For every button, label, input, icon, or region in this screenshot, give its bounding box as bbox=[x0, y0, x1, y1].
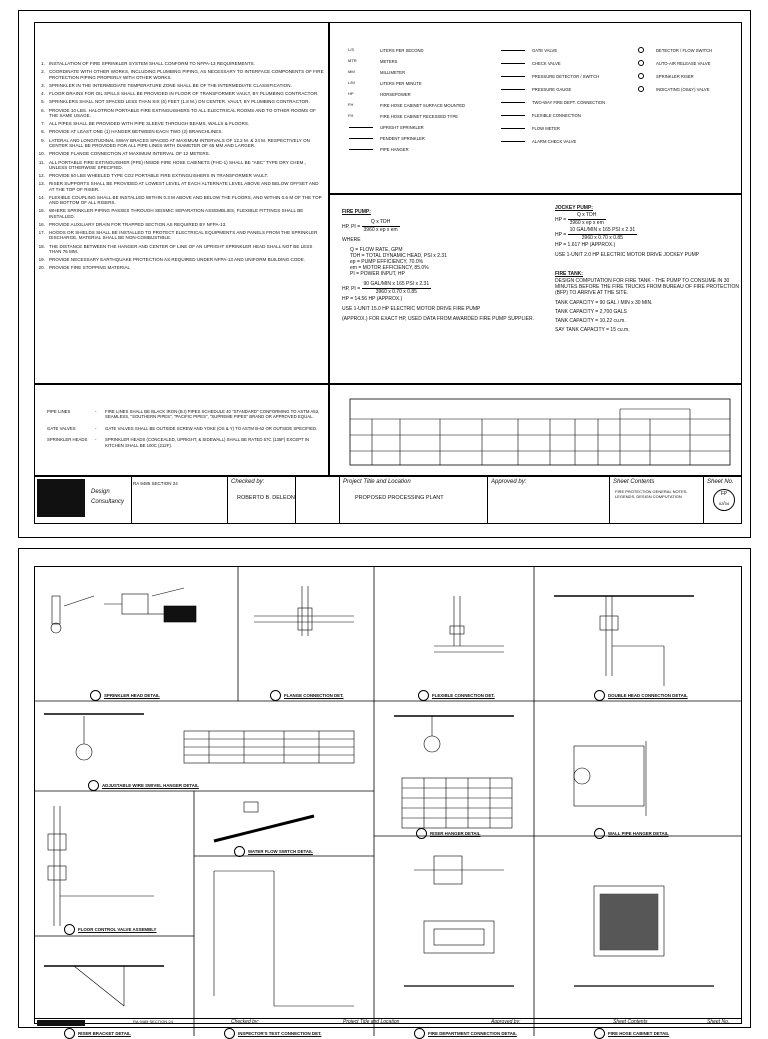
fire-pump-calc-num: 90 GAL/MIN x 165 PSI x 2.31 bbox=[363, 281, 430, 287]
valve-symbol-line bbox=[501, 76, 525, 77]
title-block bbox=[34, 476, 742, 524]
general-note-item bbox=[37, 151, 324, 156]
fire-tank-description: DESIGN COMPUTATION FOR FIRE TANK - THE PUMP TO CONSUME IN 30 MINUTES BEFORE THE FIRE TRUCKS FROM BUREAU OF FIRE PROTECTION (BFP) TO ARRIVE AT THE SITE. bbox=[555, 278, 739, 296]
general-note-number: 9. bbox=[41, 137, 45, 143]
detail-title bbox=[594, 690, 688, 701]
legend-symbol bbox=[346, 113, 376, 119]
general-note-text: HOODS OR SHIELDS SHALL BE INSTALLED TO PROTECT ELECTRICAL EQUIPMENTS AND PANELS FROM THE SPRINKLER DISCHARGE, MATERIAL SHALL BE NON-COMBUSTIBLE. bbox=[49, 230, 318, 241]
material-spec-text: FIRE LINES SHALL BE BLACK IRON (B.I) PIPES SCHEDULE 40 "STANDARD" CONFORMING TO ASTM A53, SEAMLESS, "SOUTHERN PIPES", "PACIFIC PIPES", "SUPREME PIPES" BRAND OR APPROVED EQUAL. bbox=[105, 409, 320, 420]
fire-pump-calculation bbox=[362, 281, 432, 296]
general-note-text: RISER SUPPORTS SHALL BE PROVIDED AT LOWEST LEVEL AT EACH ALTERNATE LEVEL ABOVE AND BELOW OFFSET AND AT THE TOP OF RISER. bbox=[49, 181, 319, 192]
general-notes-list bbox=[37, 61, 324, 274]
general-note-number: 4. bbox=[41, 91, 45, 97]
general-note-item bbox=[37, 257, 324, 262]
detail-title-text: DOUBLE HEAD CONNECTION DETAIL bbox=[608, 693, 688, 698]
legend-valve-item bbox=[498, 99, 605, 105]
sheet-number: 02 bbox=[718, 501, 724, 506]
detail-title bbox=[416, 828, 480, 839]
fire-pump-definition: TDH = TOTAL DYNAMIC HEAD, PSI x 2.31 bbox=[350, 253, 447, 259]
detail-number-bubble bbox=[594, 828, 605, 839]
general-note-number: 19. bbox=[38, 257, 45, 263]
valve-symbol-line bbox=[501, 89, 525, 90]
contents-label: Sheet Contents bbox=[613, 479, 655, 485]
general-note-number: 7. bbox=[41, 121, 45, 127]
legend-abbr: MM bbox=[348, 69, 355, 74]
fire-pump-formula bbox=[362, 219, 400, 234]
valve-symbol-line bbox=[501, 63, 525, 64]
sheet-total: 04 bbox=[724, 501, 730, 506]
valve-symbol-line bbox=[501, 128, 525, 129]
general-note-text: PROVIDE FLANGE CONNECTION AT MAXIMUM INTERVAL OF 12 METERS. bbox=[49, 151, 210, 157]
divider-6 bbox=[609, 477, 610, 523]
detail-title bbox=[594, 1028, 669, 1039]
device-symbol-mark bbox=[638, 60, 644, 66]
general-note-number: 18. bbox=[38, 243, 45, 249]
legend-valve-item bbox=[498, 73, 599, 79]
detail-title-text: FLOOR CONTROL VALVE ASSEMBLY bbox=[78, 927, 157, 932]
general-note-item bbox=[37, 91, 324, 96]
tb2-logo bbox=[37, 1020, 85, 1026]
materials-list bbox=[47, 409, 324, 454]
general-note-number: 12. bbox=[38, 173, 45, 179]
legend-valve-item bbox=[498, 112, 581, 118]
schedule-table bbox=[350, 399, 730, 465]
detail-title-text: ADJUSTABLE WIRE SWIVEL HANGER DETAIL bbox=[102, 783, 199, 788]
general-note-text: PROVIDE NECESSARY EARTHQUAKE PROTECTION AS REQUIRED UNDER NFPA-13 AND UNIFORM BUILDING CODE. bbox=[49, 257, 306, 263]
device-symbol-mark bbox=[638, 47, 644, 53]
general-note-number: 1. bbox=[41, 61, 45, 66]
general-note-number: 5. bbox=[41, 99, 45, 105]
valve-symbol-icon bbox=[498, 99, 528, 105]
legend-symbol bbox=[346, 135, 376, 141]
code-label: RA 9485 SECTION 24 bbox=[133, 481, 178, 486]
materials-panel bbox=[34, 384, 329, 476]
legend-device-item bbox=[630, 60, 710, 66]
general-note-text: PROVIDE 50 LBS WHEELED TYPE CO2 PORTABLE FIRE EXTINGUISHERS IN TRANSFORMER VAULT. bbox=[49, 173, 269, 179]
legend-abbr: MTR bbox=[348, 58, 357, 63]
fire-pump-hp-label: HP, PI = bbox=[342, 223, 361, 230]
general-note-text: FLEXIBLE COUPLING SHALL BE INSTALLED WITHIN 0.3 M ABOVE AND BELOW THE FLOORS, AND WITHIN 0.6 M OF THE TOP AND BOTTOM OF ALL RISERS. bbox=[49, 194, 322, 206]
fire-pump-heading: FIRE PUMP: bbox=[342, 209, 371, 215]
general-note-number: 15. bbox=[38, 208, 45, 214]
general-note-number: 10. bbox=[38, 151, 45, 157]
tb2-code: RA 9485 SECTION 24 bbox=[133, 1019, 173, 1024]
legend-abbr-text: UPRIGHT SPRINKLER bbox=[380, 124, 424, 130]
legend-valve-item bbox=[498, 60, 561, 66]
general-note-text: INSTALLATION OF FIRE SPRINKLER SYSTEM SHALL CONFORM TO NFPA-13 REQUIREMENTS. bbox=[49, 61, 256, 66]
general-note-text: THE DISTANCE BETWEEN THE HANGER AND CENTER OF LINE OF AN UPRIGHT SPRINKLER HEAD SHALL NOT BE LESS THAN 76 MM. bbox=[49, 243, 313, 254]
tb2-approved: Approved by: bbox=[491, 1019, 521, 1025]
legend-line-symbol bbox=[349, 127, 373, 128]
valve-symbol-icon bbox=[498, 125, 528, 131]
device-symbol-icon bbox=[630, 73, 652, 79]
general-note-item bbox=[37, 108, 324, 118]
detail-title bbox=[88, 780, 199, 791]
engineer-name: ROBERTO B. DELEON bbox=[237, 495, 295, 501]
detail-number-bubble bbox=[90, 690, 101, 701]
legend-line-symbol bbox=[349, 138, 373, 139]
general-note-item bbox=[37, 61, 324, 66]
jockey-pump-block bbox=[555, 205, 740, 335]
fire-pump-block bbox=[342, 209, 537, 322]
legend-valve-text: ALARM CHECK VALVE bbox=[532, 138, 577, 144]
legend-abbr: FH bbox=[348, 113, 354, 118]
legend-symbol bbox=[346, 47, 376, 53]
approved-label: Approved by: bbox=[491, 479, 527, 485]
general-note-text: ALL PORTABLE FIRE EXTINGUISHER (PFE) INSIDE FIRE HOSE CABINETS (FHC-1) SHALL BE "ABC" TYPE DRY CHEM., UNLESS OTHERWISE SPECIFIED. bbox=[49, 159, 307, 170]
general-note-number: 17. bbox=[38, 230, 45, 236]
detail-title bbox=[414, 1028, 517, 1039]
device-symbol-icon bbox=[630, 86, 652, 92]
jockey-result: HP = 1.617 HP (APPROX.) bbox=[555, 242, 616, 248]
legend-abbr-text: HORSEPOWER bbox=[380, 91, 411, 97]
general-note-text: PROVIDE 10 LBS. HALOTRON PORTABLE FIRE EXTINGUISHERS TO ALL ELECTRICAL ROOMS AND TO OTHER ROOMS OF THE SAME USAGE. bbox=[49, 107, 316, 118]
detail-title bbox=[594, 828, 669, 839]
detail-title bbox=[224, 1028, 321, 1039]
fire-pump-result: HP = 14.56 HP (APPROX.) bbox=[342, 296, 403, 302]
fire-tank-lines bbox=[555, 299, 740, 335]
fire-pump-formula-den: 3960 x ep x em bbox=[363, 227, 398, 233]
detail-number-bubble bbox=[270, 690, 281, 701]
fire-pump-where: WHERE bbox=[342, 237, 361, 243]
device-symbol-icon bbox=[630, 47, 652, 53]
firm-name-line1: Design bbox=[91, 489, 110, 495]
legend-valve-text: GATE VALVE bbox=[532, 47, 558, 53]
jockey-formula-num: Q x TDH bbox=[568, 212, 606, 220]
jockey-calculation bbox=[568, 227, 638, 242]
detail-number-bubble bbox=[234, 846, 245, 857]
legend-abbr-text: MILLIMETER bbox=[380, 69, 406, 75]
legend-valve-item bbox=[498, 47, 557, 53]
firm-logo bbox=[37, 479, 85, 517]
general-note-text: SPRINKLERS SHALL NOT SPACED LESS THAN SIX (6) FEET (1.8 M.) ON CENTER. VAULT, BY PLUMBING CONTRACTOR. bbox=[49, 99, 310, 105]
general-note-item bbox=[37, 69, 324, 79]
material-spec-dash: - bbox=[95, 409, 97, 414]
detail-title bbox=[64, 1028, 131, 1039]
valve-symbol-icon bbox=[498, 47, 528, 53]
valve-symbol-line bbox=[501, 115, 525, 116]
legend-abbr-item bbox=[346, 69, 405, 75]
general-note-number: 6. bbox=[41, 107, 45, 113]
fire-pump-calc-den: 3960 x 0.70 x 0.85 bbox=[375, 289, 417, 295]
jockey-calc-num: 10 GAL/MIN x 165 PSI x 2.31 bbox=[569, 227, 636, 233]
legend-abbr-item bbox=[346, 113, 458, 119]
legend-abbr-item bbox=[346, 47, 424, 53]
general-note-item bbox=[37, 195, 324, 205]
general-note-number: 8. bbox=[41, 129, 45, 135]
legend-abbr-text: FIRE HOSE CABINET RECESSED TYPE bbox=[380, 113, 459, 119]
detail-title-text: INSPECTOR'S TEST CONNECTION DET. bbox=[238, 1031, 322, 1036]
valve-symbol-icon bbox=[498, 112, 528, 118]
sheet-no-label: Sheet No. bbox=[707, 479, 734, 485]
valve-symbol-line bbox=[501, 102, 525, 103]
computation-panel bbox=[329, 194, 742, 384]
device-symbol-mark bbox=[638, 86, 644, 92]
legend-abbr-item bbox=[346, 146, 409, 152]
legend-device-text: AUTO-AIR RELEASE VALVE bbox=[656, 60, 711, 66]
sheet-1 bbox=[18, 10, 751, 538]
detail-title bbox=[64, 924, 156, 935]
general-note-item bbox=[37, 244, 324, 254]
general-note-item bbox=[37, 83, 324, 88]
general-note-item bbox=[37, 181, 324, 191]
detail-title-text: FIRE HOSE CABINET DETAIL bbox=[608, 1031, 670, 1036]
detail-title-text: RISER BRACKET DETAIL bbox=[78, 1031, 131, 1036]
general-note-item bbox=[37, 129, 324, 134]
fire-pump-use: USE 1-UNIT 15.0 HP ELECTRIC MOTOR DRIVE FIRE PUMP bbox=[342, 306, 481, 312]
firm-name-line2: Consultancy bbox=[91, 499, 125, 505]
detail-title-text: SPRINKLER HEAD DETAIL bbox=[104, 693, 160, 698]
legend-valve-item bbox=[498, 138, 576, 144]
divider-7 bbox=[703, 477, 704, 523]
general-note-item bbox=[37, 265, 324, 270]
legend-symbol bbox=[346, 146, 376, 152]
general-note-number: 11. bbox=[38, 159, 45, 165]
jockey-calc-den: 3960 x 0.70 x 0.85 bbox=[581, 235, 623, 241]
checked-by-label: Checked by: bbox=[231, 479, 265, 485]
jockey-pump-heading: JOCKEY PUMP: bbox=[555, 205, 593, 211]
legend-valve-text: PRESSURE GAUGE bbox=[532, 86, 572, 92]
legend-abbr-item bbox=[346, 102, 465, 108]
detail-title bbox=[234, 846, 313, 857]
detail-title-text: FLEXIBLE CONNECTION DET. bbox=[432, 693, 495, 698]
detail-number-bubble bbox=[416, 828, 427, 839]
jockey-use: USE 1-UNIT 2.0 HP ELECTRIC MOTOR DRIVE JOCKEY PUMP bbox=[555, 252, 700, 258]
material-spec-text: SPRINKLER HEADS (CONCEALED, UPRIGHT, & SIDEWALL) SHALL BE RATED 57C (135F) EXCEPT IN KITCHEN SHALL BE 100C (212F). bbox=[105, 437, 310, 448]
legend-abbr-text: LITERS PER SECOND bbox=[380, 47, 424, 53]
valve-symbol-icon bbox=[498, 138, 528, 144]
divider-1 bbox=[131, 477, 132, 523]
detail-number-bubble bbox=[594, 690, 605, 701]
material-spec-item bbox=[47, 437, 324, 448]
legend-valve-text: PRESSURE DETECTOR / SWITCH bbox=[532, 73, 600, 79]
general-note-item bbox=[37, 173, 324, 178]
material-spec-dash: - bbox=[95, 425, 97, 431]
sheet-no-circle: FP 02/04 bbox=[713, 489, 735, 511]
detail-title-text: WATER FLOW SWITCH DETAIL bbox=[248, 849, 313, 854]
general-note-text: WHERE SPRINKLER PIPING PASSES THROUGH SEISMIC SEPARATION ASSEMBLIES, FLEXIBLE FITTINGS SHALL BE INSTALLED. bbox=[49, 208, 304, 219]
jockey-formula-den: 3960 x ep x em bbox=[569, 220, 604, 226]
fire-pump-hp-label-2: HP, PI = bbox=[342, 285, 361, 292]
project-name: PROPOSED PROCESSING PLANT bbox=[355, 495, 444, 501]
material-spec-label: PIPE LINES bbox=[47, 409, 71, 414]
fire-tank-line: TANK CAPACITY = 10.22 cu.m. bbox=[555, 318, 626, 324]
material-spec-label: SPRINKLER HEADS bbox=[47, 437, 88, 443]
detail-title-text: FIRE DEPARTMENT CONNECTION DETAIL bbox=[428, 1031, 517, 1036]
legend-device-text: DETECTOR / FLOW SWITCH bbox=[656, 47, 713, 53]
legend-device-item bbox=[630, 86, 710, 92]
legend-device-text: INDICATING (OS&Y) VALVE bbox=[656, 86, 710, 92]
divider-2 bbox=[227, 477, 228, 523]
legend-valve-text: CHECK VALVE bbox=[532, 60, 561, 66]
jockey-hp-label-2: HP = bbox=[555, 231, 567, 238]
valve-symbol-icon bbox=[498, 60, 528, 66]
valve-symbol-icon bbox=[498, 86, 528, 92]
sheet-2 bbox=[18, 548, 751, 1036]
general-note-item bbox=[37, 99, 324, 104]
divider-4 bbox=[339, 477, 340, 523]
legend-abbr: L/M bbox=[348, 80, 355, 85]
general-note-item bbox=[37, 222, 324, 227]
legend-abbr-text: METERS bbox=[380, 58, 398, 64]
material-spec-label: GATE VALVES bbox=[47, 425, 76, 431]
general-note-number: 20. bbox=[38, 265, 45, 271]
detail-number-bubble bbox=[64, 1028, 75, 1039]
device-symbol-mark bbox=[638, 73, 644, 79]
legend-abbr: L/S bbox=[348, 47, 355, 52]
tb2-sheet-no: Sheet No. bbox=[707, 1019, 730, 1025]
legend-device-item bbox=[630, 47, 712, 53]
valve-symbol-line bbox=[501, 141, 525, 142]
general-note-number: 14. bbox=[38, 194, 45, 200]
legend-valve-item bbox=[498, 125, 560, 131]
general-note-text: LATERAL AND LONGITUDINAL SWAY BRACES SPACED AT MAXIMUM INTERVALS OF 12.2 M. & 24 M. RESPECTIVELY ON CENTER SHALL BE PROVIDED FOR ALL PIPE LINES WITH DIAMETER OF 65 MM AND LARGER. bbox=[49, 137, 310, 148]
legend-symbol bbox=[346, 69, 376, 75]
schedule-panel bbox=[329, 384, 742, 476]
general-note-item bbox=[37, 160, 324, 170]
detail-drawings bbox=[34, 566, 742, 1024]
detail-title bbox=[418, 690, 495, 701]
legend-abbr-item bbox=[346, 58, 397, 64]
fire-pump-definition: ep = PUMP EFFICIENCY, 70.0% bbox=[350, 259, 424, 265]
detail-number-bubble bbox=[88, 780, 99, 791]
general-note-text: PROVIDE AT LEAST ONE (1) HANGER BETWEEN EACH TWO (2) BRANCHLINES. bbox=[49, 129, 223, 135]
detail-title bbox=[270, 690, 344, 701]
detail-title-text: FLANGE CONNECTION DET. bbox=[284, 693, 344, 698]
fire-pump-definition: Q = FLOW RATE, GPM bbox=[350, 247, 403, 253]
detail-number-bubble bbox=[64, 924, 75, 935]
fire-pump-note: (APPROX.) FOR EXACT HP, USED DATA FROM AWARDED FIRE PUMP SUPPLIER. bbox=[342, 316, 534, 322]
legend-abbr-item bbox=[346, 91, 411, 97]
general-note-item bbox=[37, 121, 324, 126]
legend-abbr-item bbox=[346, 124, 424, 130]
fire-tank-line: TANK CAPACITY = 90 GAL / MIN x 30 MIN. bbox=[555, 300, 653, 306]
legend-device-text: SPRINKLER RISER bbox=[656, 73, 694, 79]
material-spec-dash: - bbox=[95, 437, 97, 443]
jockey-formula bbox=[568, 212, 606, 227]
valve-symbol-icon bbox=[498, 73, 528, 79]
legend-symbol bbox=[346, 91, 376, 97]
general-notes-panel bbox=[34, 22, 329, 384]
legend-abbr-text: PENDENT SPRINKLER bbox=[380, 135, 425, 141]
detail-number-bubble bbox=[418, 690, 429, 701]
sheet-code: FP bbox=[720, 491, 728, 497]
sheet-2-title-block bbox=[34, 1018, 742, 1024]
fire-tank-line: SAY TANK CAPACITY = 15 cu.m. bbox=[555, 327, 630, 333]
detail-title-text: WALL PIPE HANGER DETAIL bbox=[608, 831, 669, 836]
material-spec-item bbox=[47, 409, 324, 420]
general-note-text: PROVIDE AUXILIARY DRAIN FOR TRAPPED SECTION AS REQUIRED BY NFPA-13. bbox=[49, 221, 227, 227]
general-note-item bbox=[37, 208, 324, 218]
fire-pump-definition: PI = POWER INPUT, HP bbox=[350, 271, 405, 277]
legend-device-item bbox=[630, 73, 694, 79]
fire-pump-formula-num: Q x TDH bbox=[362, 219, 400, 227]
project-label: Project Title and Location bbox=[343, 479, 411, 485]
jockey-hp-label: HP = bbox=[555, 216, 567, 223]
general-note-text: ALL PIPES SHALL BE PROVIDED WITH PIPE SLEEVE THROUGH BEAMS, WALLS & FLOORS. bbox=[49, 121, 250, 127]
detail-title-text: RISER HANGER DETAIL bbox=[430, 831, 481, 836]
material-spec-item bbox=[47, 426, 324, 431]
legend-symbol bbox=[346, 102, 376, 108]
detail-title bbox=[90, 690, 160, 701]
legend-valve-text: FLEXIBLE CONNECTION bbox=[532, 112, 581, 118]
fire-tank-heading: FIRE TANK: bbox=[555, 271, 583, 277]
general-note-number: 3. bbox=[41, 82, 45, 88]
legend-abbr-item bbox=[346, 135, 425, 141]
fire-pump-definitions bbox=[350, 247, 537, 277]
general-note-number: 2. bbox=[41, 69, 45, 75]
legend-symbol bbox=[346, 58, 376, 64]
detail-number-bubble bbox=[224, 1028, 235, 1039]
valve-symbol-line bbox=[501, 50, 525, 51]
legend-valve-text: TWO-WAY FIRE DEPT. CONNECTION bbox=[532, 99, 606, 105]
legend-valve-item bbox=[498, 86, 571, 92]
legend-line-symbol bbox=[349, 149, 373, 150]
fire-tank-line: TANK CAPACITY = 2,700 GALS bbox=[555, 309, 627, 315]
general-note-text: PROVIDE FIRE STOPPING MATERIAL bbox=[49, 265, 131, 271]
legend-abbr-text: PIPE HANGER bbox=[380, 146, 409, 152]
general-note-number: 16. bbox=[38, 221, 45, 227]
fire-pump-definition: em = MOTOR EFFICIENCY, 85.0% bbox=[350, 265, 429, 271]
legend-abbr: HP bbox=[348, 91, 354, 96]
divider-5 bbox=[487, 477, 488, 523]
tb2-contents: Sheet Contents bbox=[613, 1019, 648, 1025]
legend-symbol bbox=[346, 124, 376, 130]
general-note-item bbox=[37, 138, 324, 148]
general-note-text: COORDINATE WITH OTHER WORKS, INCLUDING PLUMBING PIPING, AS NECESSARY TO INTERFACE COMPONENTS OF FIRE PROTECTION PIPING PROPERLY WITH OTHER WORKS. bbox=[49, 69, 324, 80]
general-note-text: FLOOR DRAINS FOR OIL SPILLS SHALL BE PROVIDED IN FLOOR OF TRANSFORMER VAULT, BY PLUMBING CONTRACTOR. bbox=[49, 91, 319, 97]
general-note-number: 13. bbox=[38, 181, 45, 187]
legend-abbr: FH bbox=[348, 102, 354, 107]
detail-number-bubble bbox=[594, 1028, 605, 1039]
legend-abbr-text: FIRE HOSE CABINET SURFACE MOUNTED bbox=[380, 102, 466, 108]
detail-number-bubble bbox=[414, 1028, 425, 1039]
legend-panel bbox=[329, 22, 742, 194]
general-note-text: SPRINKLER IN THE INTERMEDIATE TEMPERATURE ZONE SHALL BE OF THE INTERMEDIATE CLASSIFICATION. bbox=[49, 82, 292, 88]
legend-abbr-item bbox=[346, 80, 422, 86]
tb2-checked: Checked by: bbox=[231, 1019, 259, 1025]
divider-3 bbox=[295, 477, 296, 523]
general-note-item bbox=[37, 230, 324, 240]
legend-valve-text: FLOW METER bbox=[532, 125, 560, 131]
legend-abbr-text: LITERS PER MINUTE bbox=[380, 80, 422, 86]
legend-symbol bbox=[346, 80, 376, 86]
tb2-project: Project Title and Location bbox=[343, 1019, 400, 1025]
contents-text: FIRE PROTECTION GENERAL NOTES, LEGENDS, DESIGN COMPUTATION bbox=[615, 489, 688, 499]
material-spec-text: GATE VALVES SHALL BE OUTSIDE SCREW AND YOKE (OS & Y) TO ASTM B-62 OR OUTSIDE SPECIFIED. bbox=[105, 425, 318, 431]
device-symbol-icon bbox=[630, 60, 652, 66]
